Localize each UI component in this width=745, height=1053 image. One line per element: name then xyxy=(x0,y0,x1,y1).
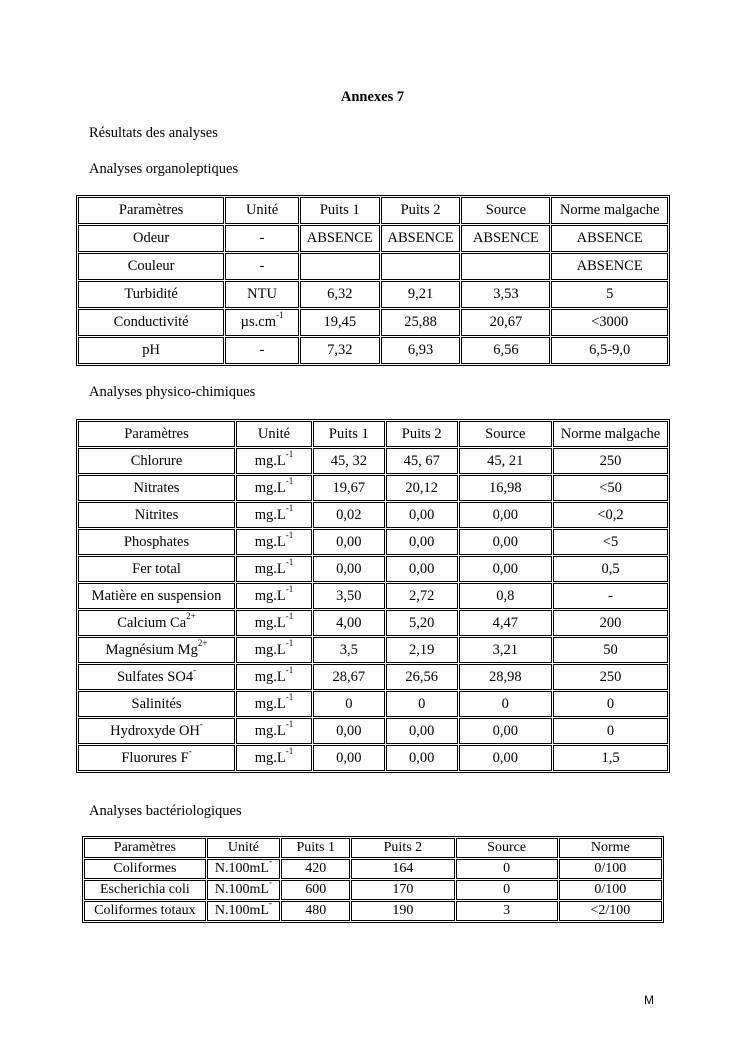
header-cell: Source xyxy=(461,197,550,224)
value-cell: 170 xyxy=(351,880,454,900)
unit-text: mg.L xyxy=(254,452,286,469)
param-text: Coliformes xyxy=(113,861,177,876)
unit-cell: - xyxy=(225,253,299,280)
value-cell: 0 xyxy=(313,691,385,717)
unit-text: mg.L xyxy=(254,641,286,658)
header-cell: Norme malgache xyxy=(551,197,668,224)
value-cell: 0,00 xyxy=(459,529,552,555)
norm-cell: 1,5 xyxy=(553,745,668,771)
param-cell: Turbidité xyxy=(78,281,224,308)
table-row xyxy=(78,529,668,555)
param-text: Calcium Ca xyxy=(117,614,187,631)
value-cell: 6,56 xyxy=(461,337,550,364)
value-cell: ABSENCE xyxy=(461,225,550,252)
norm-cell: 6,5-9,0 xyxy=(551,337,668,364)
unit-text: N.100mL xyxy=(214,903,269,918)
value-cell xyxy=(461,253,550,280)
value-cell: 2,72 xyxy=(386,583,458,609)
value-cell: ABSENCE xyxy=(300,225,380,252)
value-cell: 0,00 xyxy=(386,502,458,528)
param-text: Chlorure xyxy=(130,452,183,469)
param-cell xyxy=(78,448,235,474)
value-cell: 20,67 xyxy=(461,309,550,336)
param-cell xyxy=(78,529,235,555)
table-header-row xyxy=(78,421,668,447)
unit-cell: - xyxy=(225,337,299,364)
exponent: - xyxy=(268,880,272,888)
table-row xyxy=(78,281,668,308)
unit-cell xyxy=(236,529,312,555)
value-cell: 0 xyxy=(456,880,558,900)
unit-text: mg.L xyxy=(254,560,286,577)
value-cell: 28,67 xyxy=(313,664,385,690)
param-cell xyxy=(78,475,235,501)
param-text: Coliformes totaux xyxy=(94,903,196,918)
param-cell xyxy=(78,745,235,771)
exponent: 2+ xyxy=(186,610,196,621)
value-cell: 45, 67 xyxy=(386,448,458,474)
exponent: - xyxy=(188,745,192,756)
header-cell: Unité xyxy=(225,197,299,224)
unit-text: mg.L xyxy=(254,722,286,739)
unit-text: mg.L xyxy=(254,479,286,496)
table-row xyxy=(78,745,668,771)
table-header-row xyxy=(84,838,662,858)
value-cell: 0 xyxy=(456,859,558,879)
header-cell: Puits 2 xyxy=(386,421,458,447)
unit-cell xyxy=(236,610,312,636)
param-cell xyxy=(78,691,235,717)
bacteriological-table xyxy=(82,836,664,923)
param-cell xyxy=(78,610,235,636)
exponent: -1 xyxy=(285,745,294,756)
section-organoleptic: Analyses organoleptiques xyxy=(89,161,239,177)
norm-cell: <0,2 xyxy=(553,502,668,528)
table-row xyxy=(78,583,668,609)
table-row xyxy=(78,475,668,501)
exponent: -1 xyxy=(285,583,294,594)
unit-cell xyxy=(236,691,312,717)
exponent: 2+ xyxy=(197,637,208,648)
unit-text: N.100mL xyxy=(214,861,269,876)
header-cell: Norme malgache xyxy=(553,421,668,447)
value-cell: 45, 21 xyxy=(459,448,552,474)
value-cell: 480 xyxy=(281,901,350,921)
table-row xyxy=(78,556,668,582)
value-cell: 9,21 xyxy=(381,281,461,308)
param-cell xyxy=(84,880,206,900)
organoleptic-table xyxy=(76,195,670,366)
param-cell: Conductivité xyxy=(78,309,224,336)
unit-cell xyxy=(236,448,312,474)
unit-text: mg.L xyxy=(254,533,286,550)
norm-cell: <50 xyxy=(553,475,668,501)
exponent: -1 xyxy=(285,556,294,567)
header-cell: Source xyxy=(456,838,558,858)
norm-cell: <2/100 xyxy=(559,901,662,921)
value-cell: 3,5 xyxy=(313,637,385,663)
param-text: Fluorures F xyxy=(121,749,189,766)
value-cell: 190 xyxy=(351,901,454,921)
value-cell: 0 xyxy=(386,691,458,717)
norm-cell: 50 xyxy=(553,637,668,663)
value-cell: 600 xyxy=(281,880,350,900)
value-cell: 0,00 xyxy=(313,529,385,555)
param-cell xyxy=(78,718,235,744)
param-cell xyxy=(78,637,235,663)
value-cell: 0 xyxy=(459,691,552,717)
param-cell xyxy=(78,502,235,528)
norm-cell: 0/100 xyxy=(559,880,662,900)
unit-text: mg.L xyxy=(254,506,286,523)
exponent: -1 xyxy=(285,637,294,648)
value-cell: 0,00 xyxy=(313,745,385,771)
exponent: -1 xyxy=(285,448,294,459)
unit-text: mg.L xyxy=(254,695,286,712)
unit-cell: - xyxy=(225,225,299,252)
exponent: -1 xyxy=(285,502,294,513)
param-text: Escherichia coli xyxy=(100,882,190,897)
unit-cell xyxy=(225,309,299,336)
value-cell: 420 xyxy=(281,859,350,879)
norm-cell: 200 xyxy=(553,610,668,636)
value-cell: 2,19 xyxy=(386,637,458,663)
param-text: Salinités xyxy=(131,695,182,712)
table-row xyxy=(78,610,668,636)
unit-cell xyxy=(207,880,280,900)
exponent: - xyxy=(268,859,272,867)
param-cell xyxy=(78,664,235,690)
norm-cell: 0 xyxy=(553,691,668,717)
unit-cell xyxy=(236,502,312,528)
table-row xyxy=(78,337,668,364)
table-row xyxy=(84,880,662,900)
value-cell: 0,00 xyxy=(459,502,552,528)
value-cell: 6,93 xyxy=(381,337,461,364)
unit-cell xyxy=(236,664,312,690)
value-cell: 0,8 xyxy=(459,583,552,609)
value-cell: 0,00 xyxy=(386,745,458,771)
unit-cell xyxy=(207,859,280,879)
param-text: Hydroxyde OH xyxy=(110,722,200,739)
value-cell: 0,00 xyxy=(459,718,552,744)
value-cell: 6,32 xyxy=(300,281,380,308)
param-text: Magnésium Mg xyxy=(105,641,198,658)
value-cell xyxy=(300,253,380,280)
value-cell: 16,98 xyxy=(459,475,552,501)
table-row xyxy=(78,225,668,252)
table-row xyxy=(78,448,668,474)
value-cell: 3,50 xyxy=(313,583,385,609)
unit-cell xyxy=(236,637,312,663)
value-cell: 25,88 xyxy=(381,309,461,336)
param-text: Nitrates xyxy=(133,479,180,496)
norm-cell: 0 xyxy=(553,718,668,744)
norm-cell: - xyxy=(553,583,668,609)
param-cell xyxy=(84,859,206,879)
header-cell: Puits 2 xyxy=(351,838,454,858)
table-header-row xyxy=(78,197,668,224)
unit-text: µs.cm xyxy=(240,314,276,330)
table-row xyxy=(78,664,668,690)
value-cell: 7,32 xyxy=(300,337,380,364)
unit-text: mg.L xyxy=(254,668,286,685)
exponent: -1 xyxy=(285,664,294,675)
physico-chemical-table xyxy=(76,419,670,773)
value-cell: 5,20 xyxy=(386,610,458,636)
table-row xyxy=(78,309,668,336)
header-cell: Puits 1 xyxy=(281,838,350,858)
value-cell: 45, 32 xyxy=(313,448,385,474)
exponent: -1 xyxy=(285,529,294,540)
header-cell: Puits 2 xyxy=(381,197,461,224)
unit-text: mg.L xyxy=(254,614,286,631)
unit-text: mg.L xyxy=(254,587,286,604)
norm-cell: 0/100 xyxy=(559,859,662,879)
exponent: - xyxy=(193,664,197,675)
param-text: Matière en suspension xyxy=(91,587,222,604)
exponent: -1 xyxy=(285,475,294,486)
header-cell: Unité xyxy=(236,421,312,447)
header-cell: Unité xyxy=(207,838,280,858)
value-cell: 20,12 xyxy=(386,475,458,501)
value-cell: 0,00 xyxy=(386,718,458,744)
norm-cell: <5 xyxy=(553,529,668,555)
page-title: Annexes 7 xyxy=(340,89,405,105)
table-row xyxy=(78,253,668,280)
value-cell: 4,47 xyxy=(459,610,552,636)
param-cell xyxy=(84,901,206,921)
param-text: Nitrites xyxy=(134,506,179,523)
header-cell: Paramètres xyxy=(84,838,206,858)
section-physico-chemical: Analyses physico-chimiques xyxy=(89,384,256,400)
unit-exponent: -1 xyxy=(275,310,284,321)
table-row xyxy=(84,901,662,921)
value-cell: 19,45 xyxy=(300,309,380,336)
unit-cell xyxy=(236,556,312,582)
unit-text: N.100mL xyxy=(214,882,269,897)
value-cell: 0,00 xyxy=(313,556,385,582)
unit-cell xyxy=(207,901,280,921)
param-text: Phosphates xyxy=(123,533,190,550)
norm-cell: 0,5 xyxy=(553,556,668,582)
param-text: Sulfates SO4 xyxy=(116,668,194,685)
header-cell: Paramètres xyxy=(78,421,235,447)
header-cell: Source xyxy=(459,421,552,447)
param-text: Fer total xyxy=(132,560,181,577)
value-cell: 0,00 xyxy=(313,718,385,744)
header-cell: Puits 1 xyxy=(313,421,385,447)
table-row xyxy=(78,637,668,663)
param-cell xyxy=(78,556,235,582)
value-cell xyxy=(381,253,461,280)
exponent: -1 xyxy=(285,718,294,729)
value-cell: 19,67 xyxy=(313,475,385,501)
param-cell: Couleur xyxy=(78,253,224,280)
unit-cell xyxy=(236,583,312,609)
norm-cell: ABSENCE xyxy=(551,225,668,252)
section-bacteriological: Analyses bactériologiques xyxy=(89,803,242,819)
value-cell: 0,00 xyxy=(459,556,552,582)
exponent: -1 xyxy=(285,691,294,702)
table-row xyxy=(84,859,662,879)
table-row xyxy=(78,691,668,717)
value-cell: 4,00 xyxy=(313,610,385,636)
unit-cell xyxy=(236,475,312,501)
table-row xyxy=(78,718,668,744)
norm-cell: <3000 xyxy=(551,309,668,336)
header-cell: Norme xyxy=(559,838,662,858)
value-cell: 0,00 xyxy=(386,556,458,582)
unit-cell xyxy=(236,745,312,771)
value-cell: 0,00 xyxy=(459,745,552,771)
value-cell: ABSENCE xyxy=(381,225,461,252)
norm-cell: ABSENCE xyxy=(551,253,668,280)
value-cell: 164 xyxy=(351,859,454,879)
section-results: Résultats des analyses xyxy=(89,125,218,141)
exponent: -1 xyxy=(285,610,294,621)
header-cell: Paramètres xyxy=(78,197,224,224)
norm-cell: 250 xyxy=(553,664,668,690)
value-cell: 28,98 xyxy=(459,664,552,690)
exponent: - xyxy=(268,901,272,909)
table-row xyxy=(78,502,668,528)
param-cell: Odeur xyxy=(78,225,224,252)
norm-cell: 5 xyxy=(551,281,668,308)
unit-cell: NTU xyxy=(225,281,299,308)
norm-cell: 250 xyxy=(553,448,668,474)
header-cell: Puits 1 xyxy=(300,197,380,224)
unit-text: mg.L xyxy=(254,749,286,766)
value-cell: 26,56 xyxy=(386,664,458,690)
param-cell xyxy=(78,583,235,609)
param-cell: pH xyxy=(78,337,224,364)
value-cell: 0,00 xyxy=(386,529,458,555)
value-cell: 3,21 xyxy=(459,637,552,663)
page-footer: M xyxy=(644,993,654,1007)
unit-cell xyxy=(236,718,312,744)
exponent: - xyxy=(199,718,203,729)
value-cell: 3,53 xyxy=(461,281,550,308)
value-cell: 3 xyxy=(456,901,558,921)
value-cell: 0,02 xyxy=(313,502,385,528)
